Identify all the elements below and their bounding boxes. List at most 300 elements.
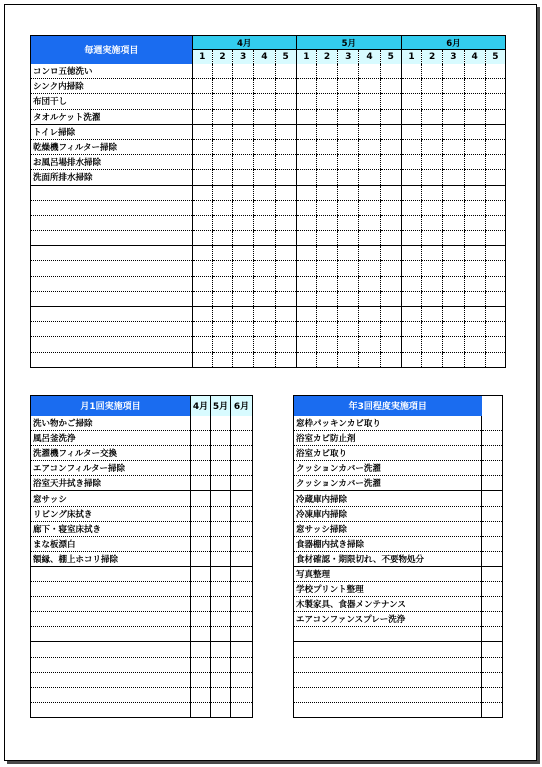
- check-cell[interactable]: [296, 246, 316, 261]
- check-cell[interactable]: [338, 170, 359, 185]
- check-cell[interactable]: [211, 582, 231, 597]
- check-cell[interactable]: [316, 261, 337, 276]
- check-cell[interactable]: [401, 307, 421, 322]
- check-cell[interactable]: [254, 185, 275, 200]
- check-cell[interactable]: [212, 215, 232, 230]
- check-cell[interactable]: [233, 94, 254, 109]
- check-cell[interactable]: [464, 185, 485, 200]
- check-cell[interactable]: [338, 322, 359, 337]
- check-cell[interactable]: [233, 185, 254, 200]
- check-cell[interactable]: [192, 124, 212, 139]
- check-cell[interactable]: [380, 139, 401, 154]
- check-cell[interactable]: [233, 276, 254, 291]
- check-cell[interactable]: [401, 79, 421, 94]
- check-cell[interactable]: [212, 64, 232, 79]
- check-cell[interactable]: [275, 291, 296, 306]
- check-cell[interactable]: [338, 124, 359, 139]
- check-cell[interactable]: [316, 322, 337, 337]
- check-cell[interactable]: [233, 124, 254, 139]
- check-cell[interactable]: [380, 322, 401, 337]
- check-cell[interactable]: [443, 246, 464, 261]
- check-cell[interactable]: [192, 79, 212, 94]
- check-cell[interactable]: [275, 64, 296, 79]
- check-cell[interactable]: [485, 64, 505, 79]
- check-cell[interactable]: [296, 291, 316, 306]
- check-cell[interactable]: [422, 352, 443, 367]
- check-cell[interactable]: [485, 291, 505, 306]
- check-cell[interactable]: [380, 79, 401, 94]
- check-cell[interactable]: [316, 231, 337, 246]
- check-cell[interactable]: [211, 702, 231, 717]
- check-cell[interactable]: [275, 170, 296, 185]
- check-cell[interactable]: [443, 109, 464, 124]
- check-cell[interactable]: [231, 612, 253, 627]
- check-cell[interactable]: [443, 215, 464, 230]
- check-cell[interactable]: [359, 276, 380, 291]
- check-cell[interactable]: [380, 291, 401, 306]
- check-cell[interactable]: [482, 702, 503, 717]
- check-cell[interactable]: [422, 109, 443, 124]
- check-cell[interactable]: [296, 200, 316, 215]
- check-cell[interactable]: [275, 109, 296, 124]
- check-cell[interactable]: [338, 64, 359, 79]
- check-cell[interactable]: [464, 231, 485, 246]
- check-cell[interactable]: [211, 597, 231, 612]
- check-cell[interactable]: [401, 139, 421, 154]
- check-cell[interactable]: [231, 416, 253, 431]
- check-cell[interactable]: [275, 215, 296, 230]
- check-cell[interactable]: [231, 461, 253, 476]
- check-cell[interactable]: [485, 337, 505, 352]
- check-cell[interactable]: [192, 307, 212, 322]
- check-cell[interactable]: [211, 416, 231, 431]
- check-cell[interactable]: [464, 261, 485, 276]
- check-cell[interactable]: [296, 79, 316, 94]
- check-cell[interactable]: [231, 687, 253, 702]
- check-cell[interactable]: [296, 322, 316, 337]
- check-cell[interactable]: [422, 215, 443, 230]
- check-cell[interactable]: [316, 337, 337, 352]
- check-cell[interactable]: [192, 352, 212, 367]
- check-cell[interactable]: [338, 94, 359, 109]
- check-cell[interactable]: [338, 337, 359, 352]
- check-cell[interactable]: [233, 170, 254, 185]
- check-cell[interactable]: [359, 322, 380, 337]
- check-cell[interactable]: [254, 200, 275, 215]
- check-cell[interactable]: [464, 79, 485, 94]
- check-cell[interactable]: [316, 352, 337, 367]
- check-cell[interactable]: [401, 215, 421, 230]
- check-cell[interactable]: [192, 322, 212, 337]
- check-cell[interactable]: [191, 597, 211, 612]
- check-cell[interactable]: [231, 672, 253, 687]
- check-cell[interactable]: [464, 94, 485, 109]
- check-cell[interactable]: [380, 94, 401, 109]
- check-cell[interactable]: [422, 276, 443, 291]
- check-cell[interactable]: [443, 79, 464, 94]
- check-cell[interactable]: [231, 491, 253, 506]
- check-cell[interactable]: [464, 337, 485, 352]
- check-cell[interactable]: [254, 109, 275, 124]
- check-cell[interactable]: [233, 307, 254, 322]
- check-cell[interactable]: [359, 155, 380, 170]
- check-cell[interactable]: [211, 536, 231, 551]
- check-cell[interactable]: [275, 124, 296, 139]
- check-cell[interactable]: [443, 261, 464, 276]
- check-cell[interactable]: [191, 416, 211, 431]
- check-cell[interactable]: [443, 337, 464, 352]
- check-cell[interactable]: [464, 276, 485, 291]
- check-cell[interactable]: [482, 446, 503, 461]
- check-cell[interactable]: [485, 200, 505, 215]
- check-cell[interactable]: [212, 337, 232, 352]
- check-cell[interactable]: [464, 64, 485, 79]
- check-cell[interactable]: [231, 566, 253, 581]
- check-cell[interactable]: [275, 155, 296, 170]
- check-cell[interactable]: [254, 215, 275, 230]
- check-cell[interactable]: [231, 597, 253, 612]
- check-cell[interactable]: [275, 139, 296, 154]
- check-cell[interactable]: [485, 322, 505, 337]
- check-cell[interactable]: [380, 185, 401, 200]
- check-cell[interactable]: [316, 307, 337, 322]
- check-cell[interactable]: [233, 79, 254, 94]
- check-cell[interactable]: [233, 64, 254, 79]
- check-cell[interactable]: [401, 64, 421, 79]
- check-cell[interactable]: [401, 322, 421, 337]
- check-cell[interactable]: [275, 307, 296, 322]
- check-cell[interactable]: [443, 307, 464, 322]
- check-cell[interactable]: [485, 261, 505, 276]
- check-cell[interactable]: [380, 337, 401, 352]
- check-cell[interactable]: [275, 200, 296, 215]
- check-cell[interactable]: [211, 687, 231, 702]
- check-cell[interactable]: [192, 337, 212, 352]
- check-cell[interactable]: [380, 64, 401, 79]
- check-cell[interactable]: [359, 94, 380, 109]
- check-cell[interactable]: [443, 139, 464, 154]
- check-cell[interactable]: [296, 307, 316, 322]
- check-cell[interactable]: [233, 109, 254, 124]
- check-cell[interactable]: [359, 200, 380, 215]
- check-cell[interactable]: [191, 476, 211, 491]
- check-cell[interactable]: [233, 261, 254, 276]
- check-cell[interactable]: [296, 170, 316, 185]
- check-cell[interactable]: [316, 215, 337, 230]
- check-cell[interactable]: [464, 124, 485, 139]
- check-cell[interactable]: [296, 337, 316, 352]
- check-cell[interactable]: [296, 185, 316, 200]
- check-cell[interactable]: [359, 246, 380, 261]
- check-cell[interactable]: [211, 461, 231, 476]
- check-cell[interactable]: [482, 566, 503, 581]
- check-cell[interactable]: [485, 185, 505, 200]
- check-cell[interactable]: [422, 291, 443, 306]
- check-cell[interactable]: [316, 276, 337, 291]
- check-cell[interactable]: [485, 231, 505, 246]
- check-cell[interactable]: [275, 246, 296, 261]
- check-cell[interactable]: [464, 155, 485, 170]
- check-cell[interactable]: [338, 231, 359, 246]
- check-cell[interactable]: [422, 231, 443, 246]
- check-cell[interactable]: [296, 139, 316, 154]
- check-cell[interactable]: [485, 276, 505, 291]
- check-cell[interactable]: [211, 506, 231, 521]
- check-cell[interactable]: [482, 582, 503, 597]
- check-cell[interactable]: [211, 431, 231, 446]
- check-cell[interactable]: [212, 231, 232, 246]
- check-cell[interactable]: [401, 291, 421, 306]
- check-cell[interactable]: [212, 170, 232, 185]
- check-cell[interactable]: [338, 139, 359, 154]
- check-cell[interactable]: [443, 352, 464, 367]
- check-cell[interactable]: [482, 672, 503, 687]
- check-cell[interactable]: [401, 170, 421, 185]
- check-cell[interactable]: [482, 627, 503, 642]
- check-cell[interactable]: [464, 139, 485, 154]
- check-cell[interactable]: [212, 261, 232, 276]
- check-cell[interactable]: [211, 612, 231, 627]
- check-cell[interactable]: [296, 215, 316, 230]
- check-cell[interactable]: [233, 246, 254, 261]
- check-cell[interactable]: [231, 476, 253, 491]
- check-cell[interactable]: [485, 139, 505, 154]
- check-cell[interactable]: [191, 551, 211, 566]
- check-cell[interactable]: [338, 79, 359, 94]
- check-cell[interactable]: [443, 64, 464, 79]
- check-cell[interactable]: [482, 491, 503, 506]
- check-cell[interactable]: [338, 246, 359, 261]
- check-cell[interactable]: [380, 261, 401, 276]
- check-cell[interactable]: [359, 337, 380, 352]
- check-cell[interactable]: [211, 657, 231, 672]
- check-cell[interactable]: [231, 657, 253, 672]
- check-cell[interactable]: [359, 291, 380, 306]
- check-cell[interactable]: [254, 94, 275, 109]
- check-cell[interactable]: [482, 416, 503, 431]
- check-cell[interactable]: [485, 307, 505, 322]
- check-cell[interactable]: [231, 642, 253, 657]
- check-cell[interactable]: [316, 291, 337, 306]
- check-cell[interactable]: [254, 352, 275, 367]
- check-cell[interactable]: [296, 261, 316, 276]
- check-cell[interactable]: [422, 307, 443, 322]
- check-cell[interactable]: [422, 170, 443, 185]
- check-cell[interactable]: [233, 291, 254, 306]
- check-cell[interactable]: [233, 200, 254, 215]
- check-cell[interactable]: [380, 231, 401, 246]
- check-cell[interactable]: [443, 291, 464, 306]
- check-cell[interactable]: [212, 246, 232, 261]
- check-cell[interactable]: [316, 200, 337, 215]
- check-cell[interactable]: [191, 506, 211, 521]
- check-cell[interactable]: [380, 200, 401, 215]
- check-cell[interactable]: [254, 337, 275, 352]
- check-cell[interactable]: [401, 200, 421, 215]
- check-cell[interactable]: [296, 94, 316, 109]
- check-cell[interactable]: [191, 582, 211, 597]
- check-cell[interactable]: [359, 79, 380, 94]
- check-cell[interactable]: [485, 246, 505, 261]
- check-cell[interactable]: [192, 291, 212, 306]
- check-cell[interactable]: [338, 200, 359, 215]
- check-cell[interactable]: [192, 155, 212, 170]
- check-cell[interactable]: [275, 261, 296, 276]
- check-cell[interactable]: [316, 246, 337, 261]
- check-cell[interactable]: [192, 215, 212, 230]
- check-cell[interactable]: [191, 446, 211, 461]
- check-cell[interactable]: [254, 124, 275, 139]
- check-cell[interactable]: [485, 94, 505, 109]
- check-cell[interactable]: [401, 94, 421, 109]
- check-cell[interactable]: [296, 64, 316, 79]
- check-cell[interactable]: [316, 155, 337, 170]
- check-cell[interactable]: [422, 185, 443, 200]
- check-cell[interactable]: [233, 155, 254, 170]
- check-cell[interactable]: [338, 109, 359, 124]
- check-cell[interactable]: [212, 124, 232, 139]
- check-cell[interactable]: [316, 185, 337, 200]
- check-cell[interactable]: [231, 582, 253, 597]
- check-cell[interactable]: [359, 185, 380, 200]
- check-cell[interactable]: [296, 109, 316, 124]
- check-cell[interactable]: [191, 566, 211, 581]
- check-cell[interactable]: [443, 94, 464, 109]
- check-cell[interactable]: [359, 124, 380, 139]
- check-cell[interactable]: [401, 109, 421, 124]
- check-cell[interactable]: [212, 322, 232, 337]
- check-cell[interactable]: [231, 536, 253, 551]
- check-cell[interactable]: [401, 246, 421, 261]
- check-cell[interactable]: [275, 185, 296, 200]
- check-cell[interactable]: [338, 155, 359, 170]
- check-cell[interactable]: [482, 612, 503, 627]
- check-cell[interactable]: [422, 79, 443, 94]
- check-cell[interactable]: [338, 352, 359, 367]
- check-cell[interactable]: [316, 139, 337, 154]
- check-cell[interactable]: [231, 702, 253, 717]
- check-cell[interactable]: [191, 702, 211, 717]
- check-cell[interactable]: [464, 322, 485, 337]
- check-cell[interactable]: [338, 276, 359, 291]
- check-cell[interactable]: [254, 139, 275, 154]
- check-cell[interactable]: [359, 215, 380, 230]
- check-cell[interactable]: [233, 352, 254, 367]
- check-cell[interactable]: [316, 124, 337, 139]
- check-cell[interactable]: [191, 431, 211, 446]
- check-cell[interactable]: [211, 672, 231, 687]
- check-cell[interactable]: [231, 506, 253, 521]
- check-cell[interactable]: [316, 109, 337, 124]
- check-cell[interactable]: [254, 79, 275, 94]
- check-cell[interactable]: [338, 291, 359, 306]
- check-cell[interactable]: [192, 64, 212, 79]
- check-cell[interactable]: [212, 200, 232, 215]
- check-cell[interactable]: [212, 139, 232, 154]
- check-cell[interactable]: [254, 261, 275, 276]
- check-cell[interactable]: [191, 687, 211, 702]
- check-cell[interactable]: [275, 79, 296, 94]
- check-cell[interactable]: [192, 246, 212, 261]
- check-cell[interactable]: [464, 307, 485, 322]
- check-cell[interactable]: [359, 64, 380, 79]
- check-cell[interactable]: [192, 139, 212, 154]
- check-cell[interactable]: [254, 276, 275, 291]
- check-cell[interactable]: [275, 231, 296, 246]
- check-cell[interactable]: [482, 687, 503, 702]
- check-cell[interactable]: [422, 139, 443, 154]
- check-cell[interactable]: [211, 551, 231, 566]
- check-cell[interactable]: [231, 521, 253, 536]
- check-cell[interactable]: [191, 672, 211, 687]
- check-cell[interactable]: [211, 566, 231, 581]
- check-cell[interactable]: [233, 215, 254, 230]
- check-cell[interactable]: [231, 431, 253, 446]
- check-cell[interactable]: [212, 276, 232, 291]
- check-cell[interactable]: [380, 109, 401, 124]
- check-cell[interactable]: [275, 337, 296, 352]
- check-cell[interactable]: [212, 352, 232, 367]
- check-cell[interactable]: [464, 291, 485, 306]
- check-cell[interactable]: [464, 352, 485, 367]
- check-cell[interactable]: [359, 231, 380, 246]
- check-cell[interactable]: [254, 64, 275, 79]
- check-cell[interactable]: [296, 231, 316, 246]
- check-cell[interactable]: [233, 231, 254, 246]
- check-cell[interactable]: [359, 352, 380, 367]
- check-cell[interactable]: [485, 79, 505, 94]
- check-cell[interactable]: [254, 322, 275, 337]
- check-cell[interactable]: [482, 461, 503, 476]
- check-cell[interactable]: [359, 109, 380, 124]
- check-cell[interactable]: [464, 109, 485, 124]
- check-cell[interactable]: [464, 200, 485, 215]
- check-cell[interactable]: [316, 79, 337, 94]
- check-cell[interactable]: [191, 491, 211, 506]
- check-cell[interactable]: [191, 627, 211, 642]
- check-cell[interactable]: [191, 536, 211, 551]
- check-cell[interactable]: [380, 155, 401, 170]
- check-cell[interactable]: [296, 352, 316, 367]
- check-cell[interactable]: [192, 200, 212, 215]
- check-cell[interactable]: [422, 246, 443, 261]
- check-cell[interactable]: [401, 276, 421, 291]
- check-cell[interactable]: [422, 337, 443, 352]
- check-cell[interactable]: [338, 185, 359, 200]
- check-cell[interactable]: [380, 170, 401, 185]
- check-cell[interactable]: [338, 307, 359, 322]
- check-cell[interactable]: [211, 446, 231, 461]
- check-cell[interactable]: [212, 185, 232, 200]
- check-cell[interactable]: [380, 246, 401, 261]
- check-cell[interactable]: [338, 261, 359, 276]
- check-cell[interactable]: [464, 246, 485, 261]
- check-cell[interactable]: [212, 291, 232, 306]
- check-cell[interactable]: [482, 642, 503, 657]
- check-cell[interactable]: [192, 94, 212, 109]
- check-cell[interactable]: [296, 155, 316, 170]
- check-cell[interactable]: [254, 246, 275, 261]
- check-cell[interactable]: [482, 521, 503, 536]
- check-cell[interactable]: [212, 79, 232, 94]
- check-cell[interactable]: [443, 170, 464, 185]
- check-cell[interactable]: [296, 276, 316, 291]
- check-cell[interactable]: [482, 506, 503, 521]
- check-cell[interactable]: [211, 491, 231, 506]
- check-cell[interactable]: [359, 261, 380, 276]
- check-cell[interactable]: [443, 322, 464, 337]
- check-cell[interactable]: [191, 612, 211, 627]
